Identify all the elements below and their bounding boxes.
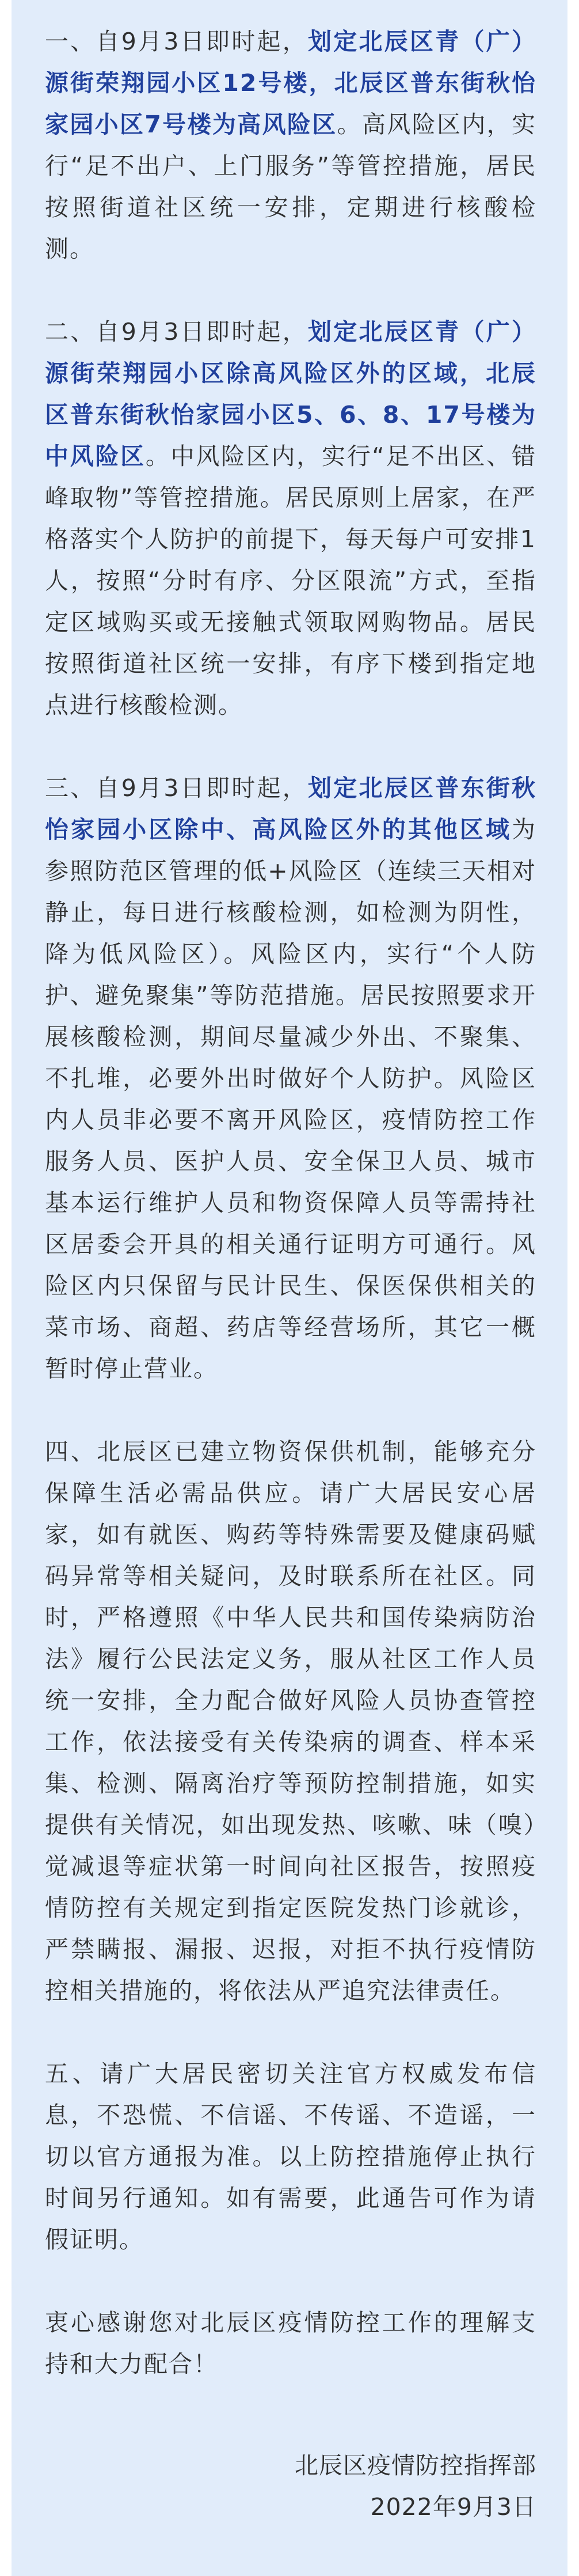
notice-paragraph-1 — [45, 21, 536, 270]
thanks-paragraph: 衷心感谢您对北辰区疫情防控工作的理解支持和大力配合！ — [45, 2309, 536, 2378]
signature-date: 2022年9月3日 — [370, 2493, 536, 2521]
paragraph-3-highlight: 划定北辰区普东街秋怡家园小区除中、高风险区外的其他区域 — [45, 774, 537, 843]
paragraph-2-body: 。中风险区内，实行“足不出区、错峰取物”等管控措施。居民原则上居家，在严格落实个人防护的前提下，每天每户可安排1人，按照“分时有序、分区限流”方式，至指定区域购买或无接触式领取网购物品。居民按照街道社区统一安排，有序下楼到指定地点进行核酸检测。 — [45, 442, 537, 719]
paragraph-3-body: 为参照防范区管理的低+风险区（连续三天相对静止，每日进行核酸检测，如检测为阴性，降为低风险区）。风险区内，实行“个人防护、避免聚集”等防范措施。居民按照要求开展核酸检测，期间尽量减少外出、不聚集、不扎堆，必要外出时做好个人防护。风险区内人员非必要不离开风险区，疫情防控工作服务人员、医护人员、安全保卫人员、城市基本运行维护人员和物资保障人员等需持社区居委会开具的相关通行证明方可通行。风险区内只保留与民计民生、保医保供相关的菜市场、商超、药店等经营场所，其它一概暂时停止营业。 — [45, 816, 536, 1382]
notice-card — [12, 0, 567, 2576]
notice-paragraph-5: 五、请广大居民密切关注官方权威发布信息，不恐慌、不信谣、不传谣、不造谣，一切以官方通报为准。以上防控措施停止执行时间另行通知。如有需要，此通告可作为请假证明。 — [45, 2060, 536, 2253]
paragraph-1-highlight: 划定北辰区青（广）源街荣翔园小区12号楼，北辰区普东街秋怡家园小区7号楼为高风险区 — [45, 28, 537, 138]
notice-paragraph-2 — [45, 311, 536, 726]
notice-paragraph-3 — [45, 767, 536, 1389]
paragraph-3-lead: 三、自9月3日即时起， — [45, 774, 308, 802]
paragraph-2-highlight: 划定北辰区青（广）源街荣翔园小区除高风险区外的区域，北辰区普东街秋怡家园小区5、6、8、17号楼为中风险区 — [45, 318, 537, 470]
notice-paragraph-4: 四、北辰区已建立物资保供机制，能够充分保障生活必需品供应。请广大居民安心居家，如有就医、购药等特殊需要及健康码赋码异常等相关疑问，及时联系所在社区。同时，严格遵照《中华人民共和国传染病防治法》履行公民法定义务，服从社区工作人员统一安排，全力配合做好风险人员协查管控工作，依法接受有关传染病的调查、样本采集、检测、隔离治疗等预防控制措施，如实提供有关情况，如出现发热、咳嗽、味（嗅）觉减退等症状第一时间向社区报告，按照疫情防控有关规定到指定医院发热门诊就诊，严禁瞒报、漏报、迟报，对拒不执行疫情防控相关措施的，将依法从严追究法律责任。 — [45, 1438, 536, 2005]
paragraph-1-body: 。高风险区内，实行“足不出户、上门服务”等管控措施，居民按照街道社区统一安排，定期进行核酸检测。 — [45, 111, 537, 263]
paragraph-2-lead: 二、自9月3日即时起， — [45, 318, 308, 346]
paragraph-1-lead: 一、自9月3日即时起， — [45, 28, 308, 55]
signature-issuer: 北辰区疫情防控指挥部 — [295, 2452, 536, 2479]
